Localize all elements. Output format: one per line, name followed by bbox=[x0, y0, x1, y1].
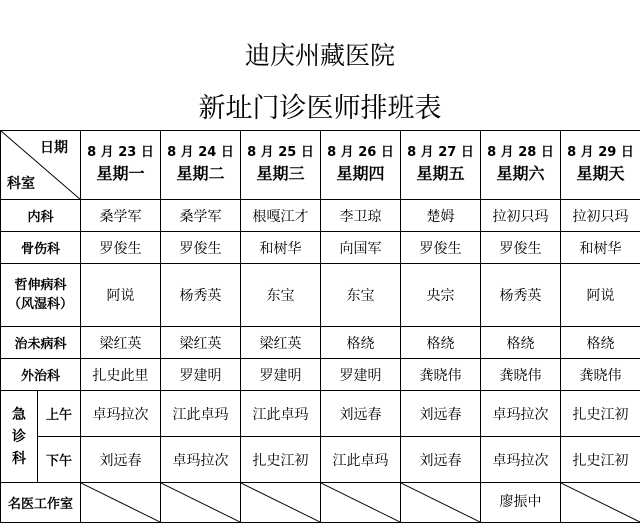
dept-axis-label: 科室 bbox=[7, 176, 35, 192]
doctor-cell: 扎史江初 bbox=[561, 437, 640, 483]
doctor-cell: 刘远春 bbox=[401, 437, 481, 483]
empty-slot-cell bbox=[161, 483, 241, 523]
table-row bbox=[1, 483, 640, 523]
doctor-cell: 江此卓玛 bbox=[321, 437, 401, 483]
day-header bbox=[401, 131, 481, 200]
empty-slot-cell bbox=[241, 483, 321, 523]
emergency-char: 诊 bbox=[12, 428, 26, 445]
doctor-cell: 梁红英 bbox=[161, 327, 241, 359]
doctor-cell: 刘远春 bbox=[401, 391, 481, 437]
doctor-cell: 罗建明 bbox=[161, 359, 241, 391]
diagonal-slash bbox=[561, 483, 640, 522]
doctor-cell: 刘远春 bbox=[81, 437, 161, 483]
diagonal-slash bbox=[401, 483, 480, 522]
header-row bbox=[1, 131, 640, 200]
doctor-cell: 刘远春 bbox=[321, 391, 401, 437]
empty-slot-cell bbox=[81, 483, 161, 523]
doctor-cell: 江此卓玛 bbox=[161, 391, 241, 437]
doctor-cell: 拉初只玛 bbox=[481, 200, 561, 232]
doctor-cell: 央宗 bbox=[401, 264, 481, 327]
day-date: 8 月 23 日 bbox=[87, 145, 154, 160]
doctor-cell: 扎史江初 bbox=[241, 437, 321, 483]
doctor-cell: 梁红英 bbox=[81, 327, 161, 359]
doctor-cell: 罗俊生 bbox=[401, 232, 481, 264]
day-weekday: 星期天 bbox=[576, 164, 625, 183]
day-weekday: 星期二 bbox=[176, 164, 225, 183]
day-weekday: 星期一 bbox=[96, 164, 145, 183]
doctor-cell: 梁红英 bbox=[241, 327, 321, 359]
diagonal-slash bbox=[321, 483, 400, 522]
dept-name: 骨伤科 bbox=[1, 232, 81, 264]
day-header bbox=[321, 131, 401, 200]
dept-name bbox=[1, 264, 81, 327]
dept-name-line: 哲伸病科 bbox=[14, 278, 67, 293]
day-header bbox=[81, 131, 161, 200]
doctor-cell: 扎史此里 bbox=[81, 359, 161, 391]
day-weekday: 星期四 bbox=[336, 164, 385, 183]
corner-cell bbox=[1, 131, 81, 200]
day-date: 8 月 28 日 bbox=[487, 145, 554, 160]
doctor-cell: 根嘎江才 bbox=[241, 200, 321, 232]
afternoon-label: 下午 bbox=[38, 437, 81, 483]
doctor-cell: 罗建明 bbox=[321, 359, 401, 391]
doctor-cell: 向国军 bbox=[321, 232, 401, 264]
empty-slot-cell bbox=[561, 483, 640, 523]
emergency-dept-label bbox=[1, 391, 38, 483]
diagonal-slash bbox=[81, 483, 160, 522]
day-header bbox=[481, 131, 561, 200]
doctor-cell: 桑学军 bbox=[161, 200, 241, 232]
day-date: 8 月 25 日 bbox=[247, 145, 314, 160]
doctor-cell: 格绕 bbox=[401, 327, 481, 359]
doctor-cell: 格绕 bbox=[561, 327, 640, 359]
day-date: 8 月 29 日 bbox=[567, 145, 634, 160]
dept-name: 治未病科 bbox=[1, 327, 81, 359]
day-weekday: 星期三 bbox=[256, 164, 305, 183]
doctor-cell: 格绕 bbox=[321, 327, 401, 359]
doctor-cell: 格绕 bbox=[481, 327, 561, 359]
doctor-cell: 罗建明 bbox=[241, 359, 321, 391]
table-row bbox=[1, 200, 640, 232]
doctor-cell: 罗俊生 bbox=[481, 232, 561, 264]
doctor-cell: 和树华 bbox=[561, 232, 640, 264]
day-weekday: 星期六 bbox=[496, 164, 545, 183]
dept-name: 内科 bbox=[1, 200, 81, 232]
empty-slot-cell bbox=[321, 483, 401, 523]
day-weekday: 星期五 bbox=[416, 164, 465, 183]
doctor-cell: 杨秀英 bbox=[481, 264, 561, 327]
doctor-cell: 卓玛拉次 bbox=[81, 391, 161, 437]
day-date: 8 月 27 日 bbox=[407, 145, 474, 160]
doctor-cell: 阿说 bbox=[561, 264, 640, 327]
doctor-cell: 东宝 bbox=[241, 264, 321, 327]
doctor-cell: 龚晓伟 bbox=[401, 359, 481, 391]
doctor-cell: 江此卓玛 bbox=[241, 391, 321, 437]
table-row bbox=[1, 232, 640, 264]
doctor-cell: 罗俊生 bbox=[81, 232, 161, 264]
hospital-title: 迪庆州藏医院 bbox=[244, 41, 395, 70]
doctor-cell: 东宝 bbox=[321, 264, 401, 327]
doctor-cell: 楚姆 bbox=[401, 200, 481, 232]
diagonal-slash bbox=[241, 483, 320, 522]
doctor-cell: 杨秀英 bbox=[161, 264, 241, 327]
dept-name-line: （风湿科） bbox=[7, 297, 73, 312]
doctor-cell: 卓玛拉次 bbox=[161, 437, 241, 483]
table-row bbox=[1, 437, 640, 483]
doctor-cell: 龚晓伟 bbox=[561, 359, 640, 391]
day-date: 8 月 26 日 bbox=[327, 145, 394, 160]
doctor-cell: 罗俊生 bbox=[161, 232, 241, 264]
diagonal-slash bbox=[161, 483, 240, 522]
emergency-char: 科 bbox=[12, 450, 26, 467]
date-axis-label: 日期 bbox=[40, 140, 68, 156]
doctor-cell: 拉初只玛 bbox=[561, 200, 640, 232]
doctor-cell: 阿说 bbox=[81, 264, 161, 327]
table-row bbox=[1, 359, 640, 391]
dept-name: 外治科 bbox=[1, 359, 81, 391]
table-row bbox=[1, 327, 640, 359]
day-header bbox=[241, 131, 321, 200]
table-row bbox=[1, 391, 640, 437]
day-header bbox=[161, 131, 241, 200]
day-date: 8 月 24 日 bbox=[167, 145, 234, 160]
day-header bbox=[561, 131, 640, 200]
empty-slot-cell bbox=[401, 483, 481, 523]
doctor-cell: 和树华 bbox=[241, 232, 321, 264]
emergency-char: 急 bbox=[12, 406, 26, 423]
doctor-cell: 龚晓伟 bbox=[481, 359, 561, 391]
doctor-cell: 卓玛拉次 bbox=[481, 391, 561, 437]
doctor-cell: 扎史江初 bbox=[561, 391, 640, 437]
table-row bbox=[1, 264, 640, 327]
doctor-cell: 廖振中 bbox=[481, 483, 561, 523]
doctor-cell: 李卫琼 bbox=[321, 200, 401, 232]
dept-name: 名医工作室 bbox=[1, 483, 81, 523]
doctor-cell: 桑学军 bbox=[81, 200, 161, 232]
schedule-table bbox=[0, 130, 640, 523]
schedule-title: 新址门诊医师排班表 bbox=[198, 93, 442, 124]
morning-label: 上午 bbox=[38, 391, 81, 437]
doctor-cell: 卓玛拉次 bbox=[481, 437, 561, 483]
